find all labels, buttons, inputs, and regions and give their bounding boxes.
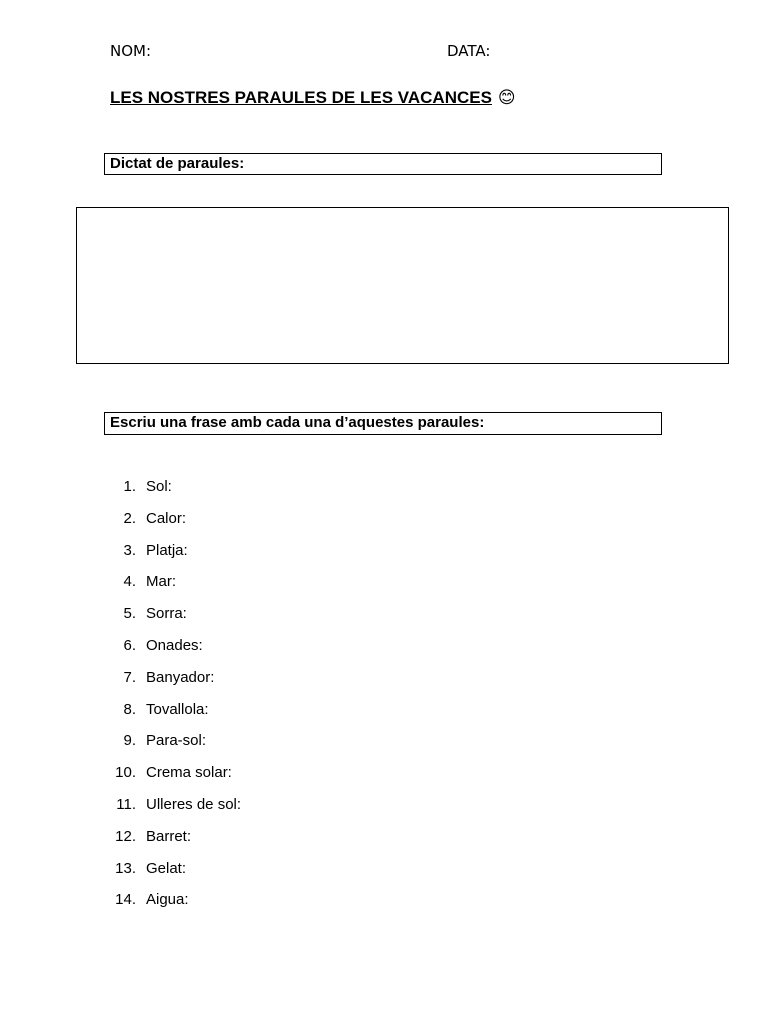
- data-label: DATA:: [447, 42, 491, 60]
- list-item-number: 10.: [115, 764, 136, 782]
- list-item-number: 9.: [123, 732, 136, 750]
- nom-label: NOM:: [110, 42, 152, 60]
- list-item: [110, 542, 241, 574]
- list-item-word: Banyador:: [146, 668, 215, 686]
- list-item-number: 11.: [116, 795, 136, 813]
- list-item: [110, 701, 241, 733]
- list-item: [110, 732, 241, 764]
- list-item: [110, 573, 241, 605]
- word-list: [110, 478, 241, 923]
- list-item-word: Aigua:: [146, 891, 189, 909]
- list-item-number: 6.: [123, 636, 136, 654]
- list-item-word: Para-sol:: [146, 732, 207, 750]
- list-item-number: 7.: [123, 668, 136, 686]
- list-item: [110, 764, 241, 796]
- list-item-word: Sol:: [146, 478, 172, 495]
- list-item: [110, 637, 241, 669]
- list-item: [110, 669, 241, 701]
- list-item-word: Ulleres de sol:: [146, 795, 242, 813]
- dictat-writing-area[interactable]: [76, 207, 729, 364]
- page-title: [110, 88, 516, 108]
- list-item-word: Onades:: [146, 636, 203, 654]
- list-item-word: Mar:: [146, 573, 176, 591]
- list-item-word: Platja:: [146, 541, 188, 559]
- list-item-word: Crema solar:: [146, 764, 232, 782]
- list-item: [110, 860, 241, 892]
- list-item: [110, 605, 241, 637]
- page-title-text: LES NOSTRES PARAULES DE LES VACANCES: [110, 88, 492, 107]
- list-item-number: 3.: [123, 541, 136, 559]
- list-item: [110, 828, 241, 860]
- list-item-number: 2.: [123, 509, 136, 527]
- list-item: [110, 478, 241, 510]
- list-item-number: 1.: [123, 478, 136, 495]
- smiley-emoji-icon: 😊: [497, 88, 516, 108]
- list-item: [110, 510, 241, 542]
- escriu-section-heading: Escriu una frase amb cada una d’aquestes paraules:: [104, 412, 662, 435]
- list-item: [110, 891, 241, 923]
- list-item-word: Barret:: [146, 827, 192, 845]
- list-item-number: 13.: [115, 859, 136, 877]
- list-item: [110, 796, 241, 828]
- list-item-word: Sorra:: [146, 605, 187, 623]
- dictat-section-heading: Dictat de paraules:: [104, 153, 662, 175]
- list-item-word: Gelat:: [146, 859, 187, 877]
- list-item-number: 12.: [115, 827, 136, 845]
- list-item-number: 5.: [123, 605, 136, 623]
- list-item-word: Tovallola:: [146, 700, 209, 718]
- list-item-number: 14.: [115, 891, 136, 909]
- list-item-word: Calor:: [146, 509, 187, 527]
- list-item-number: 8.: [123, 700, 136, 718]
- list-item-number: 4.: [123, 573, 136, 591]
